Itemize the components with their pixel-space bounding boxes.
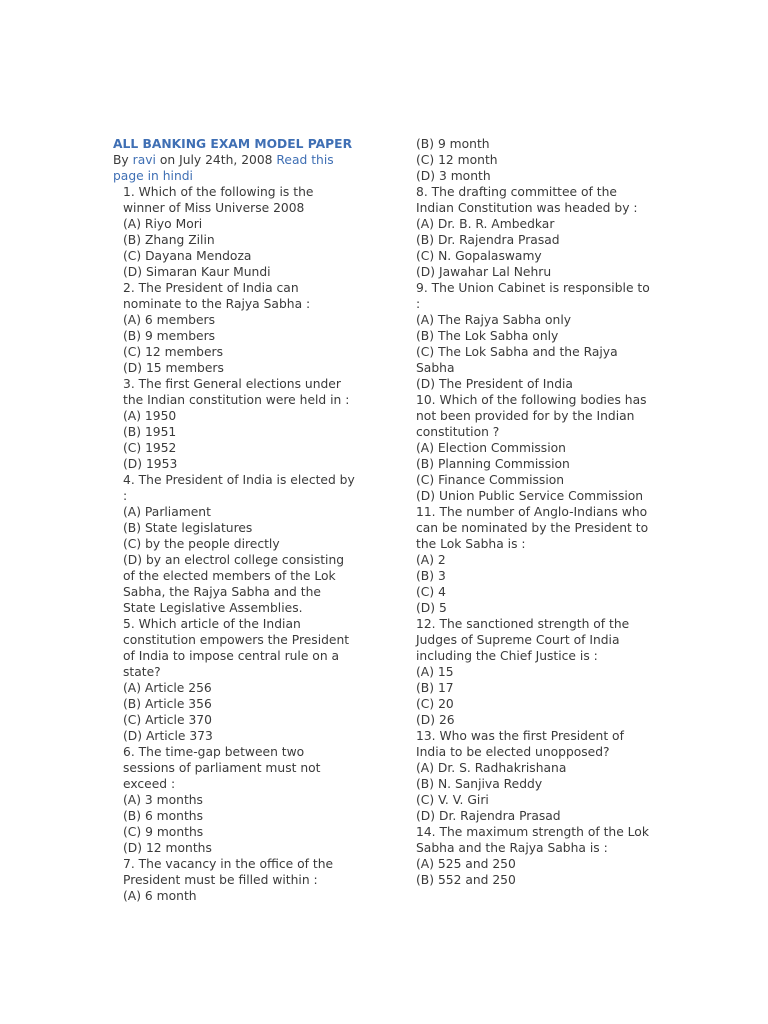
question-line: (A) The Rajya Sabha only: [416, 313, 572, 327]
question-line: the Lok Sabha is :: [416, 537, 526, 551]
question-line: (A) 1950: [123, 409, 177, 423]
question-line: (D) Dr. Rajendra Prasad: [416, 809, 561, 823]
question-line: 3. The first General elections under: [123, 377, 341, 391]
question-line: (B) Dr. Rajendra Prasad: [416, 233, 560, 247]
question-line: India to be elected unopposed?: [416, 745, 610, 759]
question-line: President must be filled within :: [123, 873, 318, 887]
question-line: 14. The maximum strength of the Lok: [416, 825, 649, 839]
left-column: [113, 136, 367, 904]
question-line: (B) State legislatures: [123, 521, 253, 535]
question-line: of India to impose central rule on a: [123, 649, 340, 663]
question-line: (C) 1952: [123, 441, 177, 455]
question-line: (A) Dr. S. Radhakrishana: [416, 761, 567, 775]
byline-by: By: [113, 153, 129, 167]
question-line: :: [416, 297, 421, 311]
question-line: (D) 12 months: [123, 841, 212, 855]
question-line: (C) Article 370: [123, 713, 212, 727]
question-line: (A) 15: [416, 665, 454, 679]
question-line: 7. The vacancy in the office of the: [123, 857, 334, 871]
question-line: 11. The number of Anglo-Indians who: [416, 505, 648, 519]
right-column: [416, 136, 662, 888]
left-question-list: [117, 184, 367, 904]
question-line: 4. The President of India is elected by: [123, 473, 355, 487]
question-line: (C) 12 members: [123, 345, 224, 359]
byline: [113, 152, 367, 168]
question-line: (C) Finance Commission: [416, 473, 565, 487]
question-line: (B) 1951: [123, 425, 177, 439]
question-line: (B) 552 and 250: [416, 873, 516, 887]
question-line: (A) 6 members: [123, 313, 216, 327]
hindi-link-part2[interactable]: page in hindi: [113, 169, 193, 183]
question-line: 12. The sanctioned strength of the: [416, 617, 630, 631]
question-line: (C) The Lok Sabha and the Rajya: [416, 345, 618, 359]
question-line: (D) Jawahar Lal Nehru: [416, 265, 552, 279]
question-line: of the elected members of the Lok: [123, 569, 336, 583]
question-line: (D) 3 month: [416, 169, 491, 183]
question-line: winner of Miss Universe 2008: [123, 201, 305, 215]
right-question-list: [416, 136, 662, 888]
question-line: (D) 15 members: [123, 361, 224, 375]
question-line: exceed :: [123, 777, 176, 791]
question-line: (D) 1953: [123, 457, 178, 471]
question-line: (C) 12 month: [416, 153, 498, 167]
question-line: State Legislative Assemblies.: [123, 601, 303, 615]
question-line: (C) 20: [416, 697, 454, 711]
question-line: (C) 9 months: [123, 825, 204, 839]
question-line: (D) by an electrol college consisting: [123, 553, 345, 567]
question-line: (B) The Lok Sabha only: [416, 329, 559, 343]
question-line: 8. The drafting committee of the: [416, 185, 617, 199]
page-title: ALL BANKING EXAM MODEL PAPER: [113, 137, 353, 151]
question-line: (B) Planning Commission: [416, 457, 570, 471]
question-line: (B) 9 month: [416, 137, 490, 151]
hindi-link-part1[interactable]: Read this: [276, 153, 334, 167]
author-link[interactable]: ravi: [132, 153, 156, 167]
question-line: (A) 3 months: [123, 793, 203, 807]
question-line: state?: [123, 665, 161, 679]
question-line: (D) Article 373: [123, 729, 213, 743]
question-line: (B) Article 356: [123, 697, 212, 711]
question-line: including the Chief Justice is :: [416, 649, 598, 663]
question-line: Sabha and the Rajya Sabha is :: [416, 841, 608, 855]
question-line: :: [123, 489, 128, 503]
question-line: (C) Dayana Mendoza: [123, 249, 252, 263]
question-line: 5. Which article of the Indian: [123, 617, 301, 631]
question-line: (A) 6 month: [123, 889, 197, 903]
question-line: (B) 3: [416, 569, 446, 583]
question-line: (B) 9 members: [123, 329, 216, 343]
question-line: 1. Which of the following is the: [123, 185, 314, 199]
question-line: (A) Riyo Mori: [123, 217, 203, 231]
question-line: nominate to the Rajya Sabha :: [123, 297, 311, 311]
question-line: not been provided for by the Indian: [416, 409, 635, 423]
question-line: (A) Election Commission: [416, 441, 566, 455]
question-line: (D) The President of India: [416, 377, 573, 391]
question-line: 10. Which of the following bodies has: [416, 393, 647, 407]
question-line: (D) 5: [416, 601, 447, 615]
question-line: Sabha: [416, 361, 455, 375]
question-line: 9. The Union Cabinet is responsible to: [416, 281, 650, 295]
question-line: Sabha, the Rajya Sabha and the: [123, 585, 321, 599]
question-line: (C) V. V. Giri: [416, 793, 489, 807]
question-line: (B) N. Sanjiva Reddy: [416, 777, 543, 791]
question-line: (A) 525 and 250: [416, 857, 516, 871]
question-line: (C) 4: [416, 585, 446, 599]
question-line: sessions of parliament must not: [123, 761, 321, 775]
question-line: (A) Dr. B. R. Ambedkar: [416, 217, 555, 231]
question-line: 13. Who was the first President of: [416, 729, 624, 743]
question-line: constitution empowers the President: [123, 633, 350, 647]
question-line: (D) Union Public Service Commission: [416, 489, 644, 503]
question-line: (A) 2: [416, 553, 446, 567]
question-line: (A) Parliament: [123, 505, 211, 519]
question-line: Indian Constitution was headed by :: [416, 201, 638, 215]
byline-date: on July 24th, 2008: [159, 153, 273, 167]
question-line: 6. The time-gap between two: [123, 745, 305, 759]
question-line: the Indian constitution were held in :: [123, 393, 350, 407]
question-line: (B) Zhang Zilin: [123, 233, 215, 247]
question-line: (D) Simaran Kaur Mundi: [123, 265, 271, 279]
question-line: (D) 26: [416, 713, 455, 727]
question-line: constitution ?: [416, 425, 500, 439]
question-line: (B) 6 months: [123, 809, 203, 823]
question-line: can be nominated by the President to: [416, 521, 649, 535]
title-block: [113, 136, 367, 184]
question-line: Judges of Supreme Court of India: [416, 633, 620, 647]
question-line: (B) 17: [416, 681, 454, 695]
byline-line2: [113, 168, 367, 184]
question-line: (C) by the people directly: [123, 537, 280, 551]
question-line: (C) N. Gopalaswamy: [416, 249, 542, 263]
question-line: (A) Article 256: [123, 681, 212, 695]
question-line: 2. The President of India can: [123, 281, 299, 295]
